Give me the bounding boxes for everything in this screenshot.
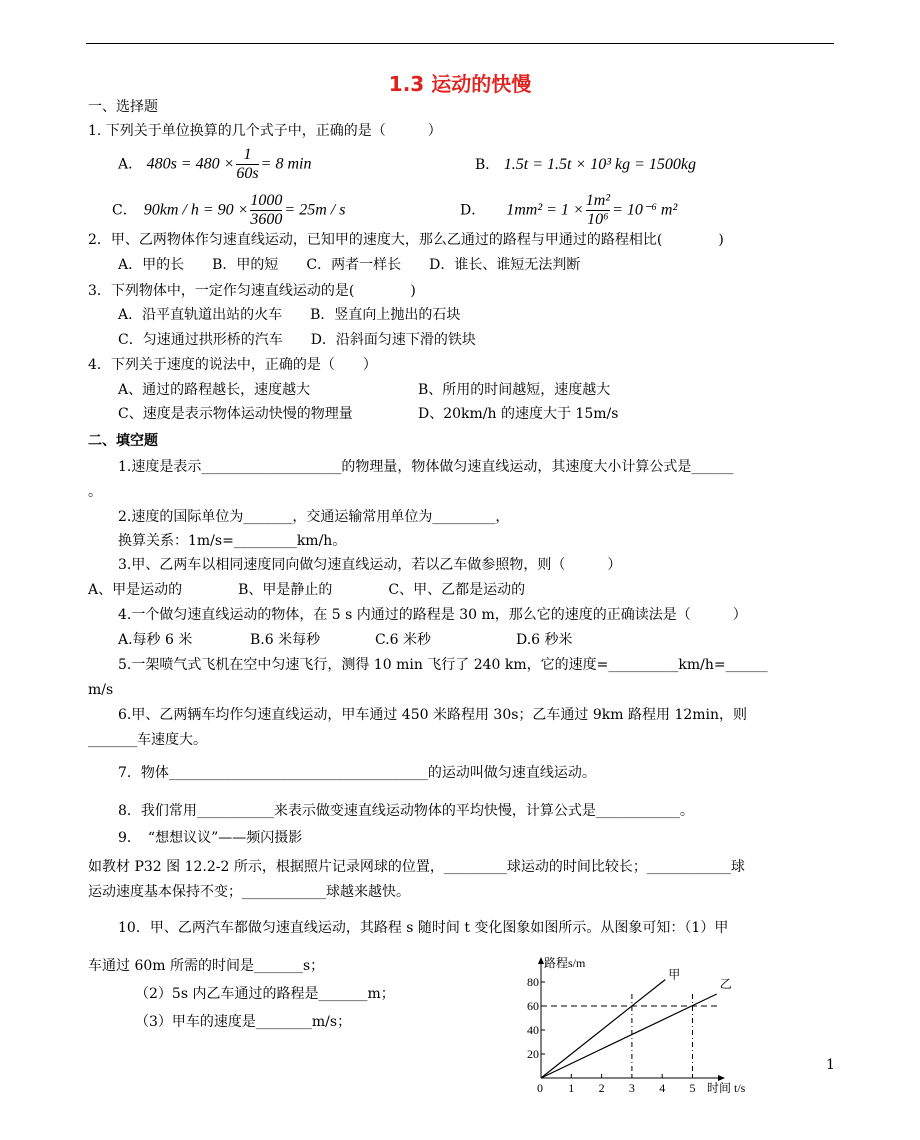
f3-stem: 3.甲、乙两车以相同速度同向做匀速直线运动，若以乙车做参照物，则（ ） xyxy=(118,557,622,573)
expr: 90km / h = 90 × xyxy=(143,201,249,219)
f10-part2: （2）5s 内乙车通过的路程是_______m； xyxy=(135,986,395,1002)
q3-stem: 3．下列物体中，一定作匀速直线运动的是( ) xyxy=(88,283,416,299)
f5-line1: 5.一架喷气式飞机在空中匀速飞行，测得 10 min 飞行了 240 km，它的速度=__________km/h=______ xyxy=(118,657,768,673)
page-title: 1.3 运动的快慢 xyxy=(388,72,532,96)
y-axis-label: 路程s/m xyxy=(544,956,586,970)
header-rule xyxy=(86,43,834,44)
f3-options: A、甲是运动的 B、甲是静止的 C、甲、乙都是运动的 xyxy=(88,582,526,598)
f10-part1: 车通过 60m 所需的时间是_______s； xyxy=(88,958,325,974)
q4-option-c: C、速度是表示物体运动快慢的物理量 xyxy=(118,406,353,422)
q1-option-a xyxy=(118,146,311,183)
label: D． xyxy=(460,202,479,219)
f1-line1: 1.速度是表示____________________的物理量，物体做匀速直线运动，其速度大小计算公式是______ xyxy=(118,459,734,475)
series-line-jia xyxy=(541,980,665,1078)
numerator: 1 xyxy=(236,146,258,165)
expr: = 8 min xyxy=(260,155,312,173)
f4-option-d: D.6 秒米 xyxy=(516,632,573,648)
f2-line2: 换算关系：1m/s=_________km/h。 xyxy=(118,533,347,549)
page-number: 1 xyxy=(826,1057,835,1073)
x-tick-label: 1 xyxy=(568,1081,575,1095)
f6-line1: 6.甲、乙两辆车均作匀速直线运动，甲车通过 450 米路程用 30s；乙车通过 9km 路程用 12min，则 xyxy=(118,707,748,723)
section-fill-heading: 二、填空题 xyxy=(88,433,158,449)
f9-line1: 如教材 P32 图 12.2-2 所示，根据照片记录网球的位置，_________球运动的时间比较长；____________球 xyxy=(88,859,745,875)
q2-options: A．甲的长 B．甲的短 C．两者一样长 D．谁长、谁短无法判断 xyxy=(118,257,581,273)
distance-time-chart xyxy=(510,950,750,1100)
expr: = 25m / s xyxy=(284,201,346,219)
q4-option-a: A、通过的路程越长，速度越大 xyxy=(118,382,311,398)
label: A． xyxy=(118,156,143,173)
x-tick-label: 5 xyxy=(689,1081,696,1095)
f1-line2: 。 xyxy=(88,484,102,500)
expr: = 10⁻⁶ m² xyxy=(612,201,678,219)
f8: 8．我们常用___________来表示做变速直线运动物体的平均快慢，计算公式是____________。 xyxy=(118,803,694,819)
f7: 7．物体_____________________________________的运动叫做匀速直线运动。 xyxy=(118,765,596,781)
x-tick-label: 0 xyxy=(537,1081,543,1095)
numerator: 1m² xyxy=(585,192,611,209)
x-tick-label: 2 xyxy=(598,1081,605,1095)
q1-option-d xyxy=(460,192,677,229)
q4-stem: 4．下列关于速度的说法中，正确的是（ ） xyxy=(88,357,377,373)
fraction xyxy=(236,146,258,183)
fraction xyxy=(250,192,282,229)
q2-stem: 2．甲、乙两物体作匀速直线运动，已知甲的速度大，那么乙通过的路程与甲通过的路程相比( ) xyxy=(88,232,724,248)
q1-stem: 1. 下列关于单位换算的几个式子中，正确的是（ ） xyxy=(88,123,442,139)
series-label: 甲 xyxy=(668,967,681,982)
series-line-yi xyxy=(541,994,717,1078)
label: C． xyxy=(112,202,130,219)
f4-stem: 4.一个做匀速直线运动的物体，在 5 s 内通过的路程是 30 m，那么它的速度的正确读法是（ ） xyxy=(118,607,747,623)
fraction xyxy=(586,192,610,229)
denominator: 10⁶ xyxy=(587,211,609,228)
y-tick-label: 60 xyxy=(527,999,539,1013)
x-axis-label: 时间 t/s xyxy=(707,1081,746,1095)
f2-line1: 2.速度的国际单位为_______，交通运输常用单位为_________， xyxy=(118,509,510,525)
f9-line2: 运动速度基本保持不变；____________球越来越快。 xyxy=(88,884,410,900)
y-tick-label: 80 xyxy=(527,975,539,989)
section-choice-heading: 一、选择题 xyxy=(88,99,158,115)
f5-line2: m/s xyxy=(88,682,114,698)
denominator: 3600 xyxy=(250,211,283,228)
label: B． xyxy=(475,157,500,173)
q4-option-d: D、20km/h 的速度大于 15m/s xyxy=(418,406,619,422)
denominator: 60s xyxy=(236,165,259,182)
q1-option-c xyxy=(112,192,345,229)
f4-option-b: B.6 米每秒 xyxy=(250,632,321,648)
q4-option-b: B、所用的时间越短，速度越大 xyxy=(418,382,611,398)
f9-stem: 9． “想想议议”——频闪摄影 xyxy=(118,830,303,846)
f10-stem: 10．甲、乙两汽车都做匀速直线运动，其路程 s 随时间 t 变化图象如图所示。从图象可知：（1）甲 xyxy=(118,920,729,936)
f4-option-a: A.每秒 6 米 xyxy=(118,632,193,648)
expr: 480s = 480 × xyxy=(146,155,235,173)
expr: 1mm² = 1 × xyxy=(506,201,584,219)
f4-option-c: C.6 米秒 xyxy=(375,632,432,648)
y-tick-label: 20 xyxy=(527,1047,539,1061)
y-tick-label: 40 xyxy=(527,1023,539,1037)
expr: 1.5t = 1.5t × 10³ kg = 1500kg xyxy=(503,156,697,173)
numerator: 1000 xyxy=(250,192,283,209)
series-label: 乙 xyxy=(719,977,732,991)
q3-options-row2: C．匀速通过拱形桥的汽车 D．沿斜面匀速下滑的铁块 xyxy=(118,332,476,348)
q3-options-row1: A．沿平直轨道出站的火车 B．竖直向上抛出的石块 xyxy=(118,307,461,323)
f10-part3: （3）甲车的速度是________m/s； xyxy=(135,1014,352,1030)
f6-line2: _______车速度大。 xyxy=(88,732,207,748)
x-tick-label: 4 xyxy=(659,1081,666,1095)
x-tick-label: 3 xyxy=(628,1081,635,1095)
q1-option-b xyxy=(475,156,696,174)
